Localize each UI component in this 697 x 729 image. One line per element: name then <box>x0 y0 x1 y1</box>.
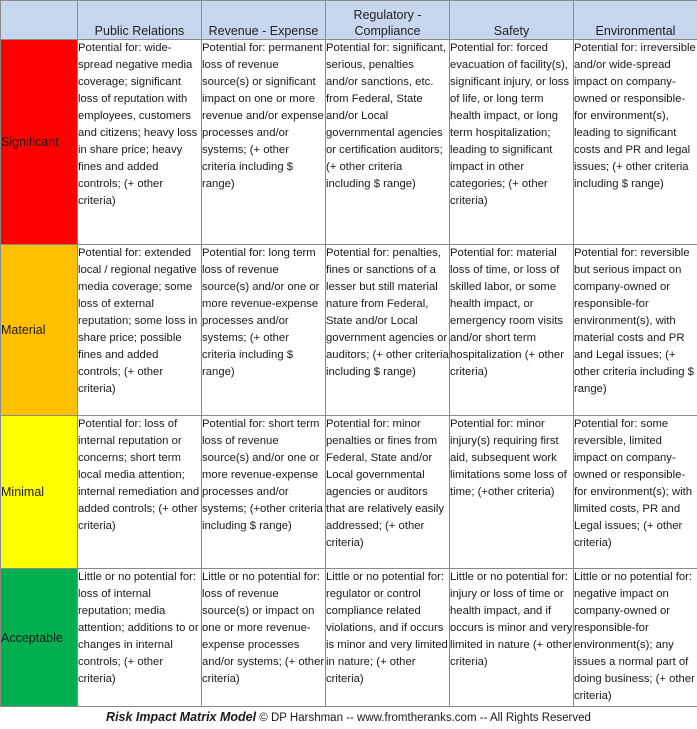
matrix-row-acceptable <box>1 569 697 707</box>
matrix-cell: Potential for: forced evacuation of facility(s), significant injury, or loss of life, or long term health impact, or long term hospitalization; leading to significant impact in other categories; (+ other criteria) <box>450 40 574 245</box>
matrix-row-significant <box>1 40 697 245</box>
model-title: Risk Impact Matrix Model <box>106 710 257 724</box>
matrix-cell: Potential for: long term loss of revenue source(s) and/or one or more revenue-expense processes and/or systems; (+ other criteria including $ range) <box>202 245 326 416</box>
matrix-row-material <box>1 245 697 416</box>
level-label-acceptable: Acceptable <box>1 569 78 707</box>
column-header-safety: Safety <box>450 1 574 40</box>
level-label-significant: Significant <box>1 40 78 245</box>
matrix-cell: Potential for: wide-spread negative media coverage; significant loss of reputation with employees, customers and citizens; heavy loss in share price; heavy fines and added controls; (+ other criteria) <box>78 40 202 245</box>
level-label-minimal: Minimal <box>1 416 78 569</box>
matrix-cell: Potential for: material loss of time, or loss of skilled labor, or some health impact, or emergency room visits and/or short term hospitalization (+ other criteria) <box>450 245 574 416</box>
column-header-environmental: Environmental <box>574 1 697 40</box>
matrix-cell: Potential for: minor penalties or fines from Federal, State and/or Local governmental agencies or auditors that are relatively easily addressed; (+ other criteria) <box>326 416 450 569</box>
matrix-cell: Little or no potential for: regulator or control compliance related violations, and if occurs is minor and very limited in nature; (+ other criteria) <box>326 569 450 707</box>
matrix-cell: Potential for: loss of internal reputation or concerns; short term local media attention; internal remediation and added controls; (+ other criteria) <box>78 416 202 569</box>
matrix-cell: Potential for: some reversible, limited impact on company-owned or responsible-for environment(s); with limited costs, PR and Legal issues; (+ other criteria) <box>574 416 697 569</box>
column-header-revenue-expense: Revenue - Expense <box>202 1 326 40</box>
matrix-cell: Potential for: extended local / regional negative media coverage; some loss of external reputation; some loss in share price; possible fines and added controls; (+ other criteria) <box>78 245 202 416</box>
level-label-material: Material <box>1 245 78 416</box>
column-header-regulatory-compliance: Regulatory - Compliance <box>326 1 450 40</box>
matrix-cell: Little or no potential for: loss of revenue source(s) or impact on one or more revenue-expense processes and/or systems; (+ other criteria) <box>202 569 326 707</box>
footer-caption <box>0 710 697 724</box>
matrix-row-minimal <box>1 416 697 569</box>
header-row <box>1 1 697 40</box>
matrix-cell: Potential for: irreversible and/or wide-spread impact on company-owned or responsible-for environment(s), leading to significant costs and PR and legal issues; (+ other criteria including $ range) <box>574 40 697 245</box>
matrix-cell: Potential for: penalties, fines or sanctions of a lesser but still material nature from Federal, State and/or Local government agencies or auditors; (+ other criteria including $ range) <box>326 245 450 416</box>
matrix-cell: Little or no potential for: injury or loss of time or health impact, and if occurs is minor and very limited in nature (+ other criteria) <box>450 569 574 707</box>
corner-cell <box>1 1 78 40</box>
matrix-cell: Little or no potential for: loss of internal reputation; media attention; additions to or changes in internal controls; (+ other criteria) <box>78 569 202 707</box>
column-header-public-relations: Public Relations <box>78 1 202 40</box>
copyright-credit: © DP Harshman -- www.fromtheranks.com -- All Rights Reserved <box>259 712 591 724</box>
matrix-cell: Potential for: minor injury(s) requiring first aid, subsequent work limitations some loss of time; (+other criteria) <box>450 416 574 569</box>
matrix-cell: Little or no potential for: negative impact on company-owned or responsible-for environment(s); any issues a normal part of doing business; (+ other criteria) <box>574 569 697 707</box>
matrix-cell: Potential for: short term loss of revenue source(s) and/or one or more revenue-expense processes and/or systems; (+other criteria including $ range) <box>202 416 326 569</box>
matrix-cell: Potential for: significant, serious, penalties and/or sanctions, etc. from Federal, State and/or Local governmental agencies or certification auditors; (+ other criteria including $ range) <box>326 40 450 245</box>
matrix-cell: Potential for: reversible but serious impact on company-owned or responsible-for environment(s), with material costs and PR and Legal issues; (+ other criteria including $ range) <box>574 245 697 416</box>
matrix-cell: Potential for: permanent loss of revenue source(s) or significant impact on one or more revenue and/or expense processes and/or systems; (+ other criteria including $ range) <box>202 40 326 245</box>
